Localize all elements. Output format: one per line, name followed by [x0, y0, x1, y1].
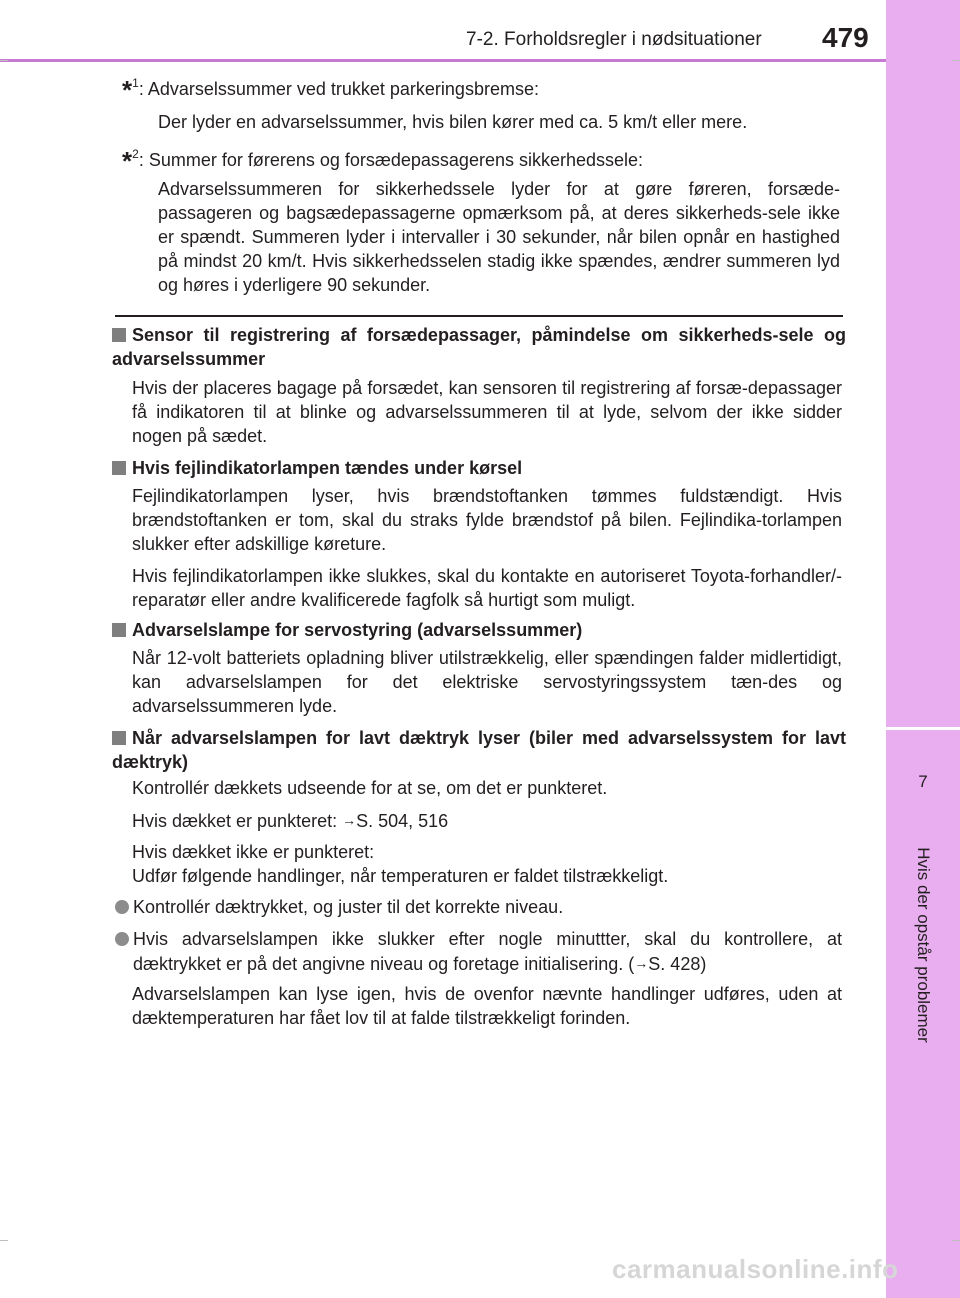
header-rule	[0, 59, 886, 62]
section-title: 7-2. Forholdsregler i nødsituationer	[466, 29, 762, 50]
paragraph-text: Hvis dækket er punkteret:	[132, 811, 343, 831]
page-reference-link[interactable]: S. 504, 516	[356, 811, 449, 831]
heading-text: Når advarselslampen for lavt dæktryk lyser (biler med advarselssystem for lavt dæktryk)	[112, 728, 846, 772]
crop-mark	[0, 1240, 8, 1241]
footnote-star: *	[122, 75, 133, 105]
heading-text: Hvis fejlindikatorlampen tændes under kørsel	[132, 458, 523, 478]
paragraph: Fejlindikatorlampen lyser, hvis brændstoftanken tømmes fuldstændigt. Hvis brændstoftanken er tom, skal du straks fylde brændstof på bilen. Fejlindika-torlampen slukker efter adskillige køreture.	[132, 486, 842, 554]
watermark: carmanualsonline.info	[612, 1254, 899, 1284]
bullet-dot-icon	[115, 932, 129, 946]
footnote-1-body: Der lyder en advarselssummer, hvis bilen kører med ca. 5 km/t eller mere.	[158, 112, 748, 132]
paragraph-line: Hvis dækket ikke er punkteret:	[132, 842, 375, 862]
crop-mark	[0, 60, 8, 61]
paragraph	[132, 840, 842, 888]
paragraph: Hvis der placeres bagage på forsædet, kan sensoren til registrering af forsæ-depassager få indikatoren til at blinke og advarselssummeren til at lyde, selvom der ikke sidder nogen på sædet.	[132, 378, 842, 446]
chapter-side-tab	[886, 0, 960, 1298]
footnote-number: 1	[132, 76, 139, 90]
heading-text: Sensor til registrering af forsædepassager, påmindelse om sikkerheds-sele og advarselssummer	[112, 325, 846, 369]
heading-text: Advarselslampe for servostyring (advarselssummer)	[132, 620, 583, 640]
paragraph-line: Udfør følgende handlinger, når temperaturen er faldet tilstrækkeligt.	[132, 866, 669, 886]
section-heading-tire	[112, 726, 846, 774]
crop-mark	[952, 60, 960, 61]
paragraph: Advarselslampen kan lyse igen, hvis de ovenfor nævnte handlinger udføres, uden at dæktemperaturen har fået lov til at falde tilstrækkeligt forinden.	[132, 984, 842, 1028]
footnote-2-body: Advarselssummeren for sikkerhedssele lyder for at gøre føreren, forsæde-passageren og bagsædepassagerne opmærksom på, at deres sikkerheds-sele ikke er spændt. Summeren lyder i intervaller i 30 sekunder, når bilen opnår en hastighed på mindst 20 km/t. Hvis sikkerhedsselen stadig ikke spændes, ændrer summeren lyd og høres i yderligere 90 sekunder.	[158, 179, 840, 295]
list-item-text: Hvis advarselslampen ikke slukker efter nogle minuttter, skal du kontrollere, at dæktrykket er på det angivne niveau og foretage initialisering. (	[133, 929, 842, 974]
paragraph: Når 12-volt batteriets opladning bliver utilstrækkelig, eller spændingen falder midlertidigt, kan advarselslampen for det elektriske servostyringssystem tæn-des og advarselssummeren lyde.	[132, 648, 842, 716]
footnote-1	[122, 71, 842, 105]
list-item	[115, 927, 842, 976]
section-heading-sensor	[112, 323, 846, 371]
footnote-label: : Advarselssummer ved trukket parkeringsbremse:	[138, 79, 539, 99]
section-heading-malfunction	[112, 456, 846, 480]
list-item-text: Kontrollér dæktrykket, og juster til det korrekte niveau.	[133, 897, 564, 917]
paragraph-cross-reference	[132, 808, 842, 833]
square-bullet-icon	[112, 461, 126, 475]
footnote-2	[122, 142, 842, 176]
crop-mark	[952, 1240, 960, 1241]
page-reference-link[interactable]: S. 428)	[648, 954, 707, 974]
bullet-dot-icon	[115, 900, 129, 914]
chapter-title: Hvis der opstår problemer	[914, 847, 933, 1043]
arrow-right-icon: →	[342, 812, 357, 828]
footnote-star: *	[122, 146, 133, 176]
arrow-right-icon: →	[634, 955, 649, 971]
paragraph: Kontrollér dækkets udseende for at se, om det er punkteret.	[132, 778, 608, 798]
section-divider	[115, 315, 843, 317]
footnote-label: : Summer for førerens og forsædepassagerens sikkerhedssele:	[138, 150, 644, 170]
section-heading-steering	[112, 618, 846, 642]
square-bullet-icon	[112, 623, 126, 637]
square-bullet-icon	[112, 328, 126, 342]
square-bullet-icon	[112, 731, 126, 745]
chapter-number: 7	[918, 772, 928, 791]
side-tab-divider	[886, 727, 960, 730]
paragraph: Hvis fejlindikatorlampen ikke slukkes, skal du kontakte en autoriseret Toyota-forhandler/-reparatør eller andre kvalificerede fagfolk så hurtigt som muligt.	[132, 566, 842, 610]
page-number: 479	[822, 22, 869, 53]
footnote-number: 2	[132, 147, 139, 161]
list-item	[115, 895, 842, 919]
